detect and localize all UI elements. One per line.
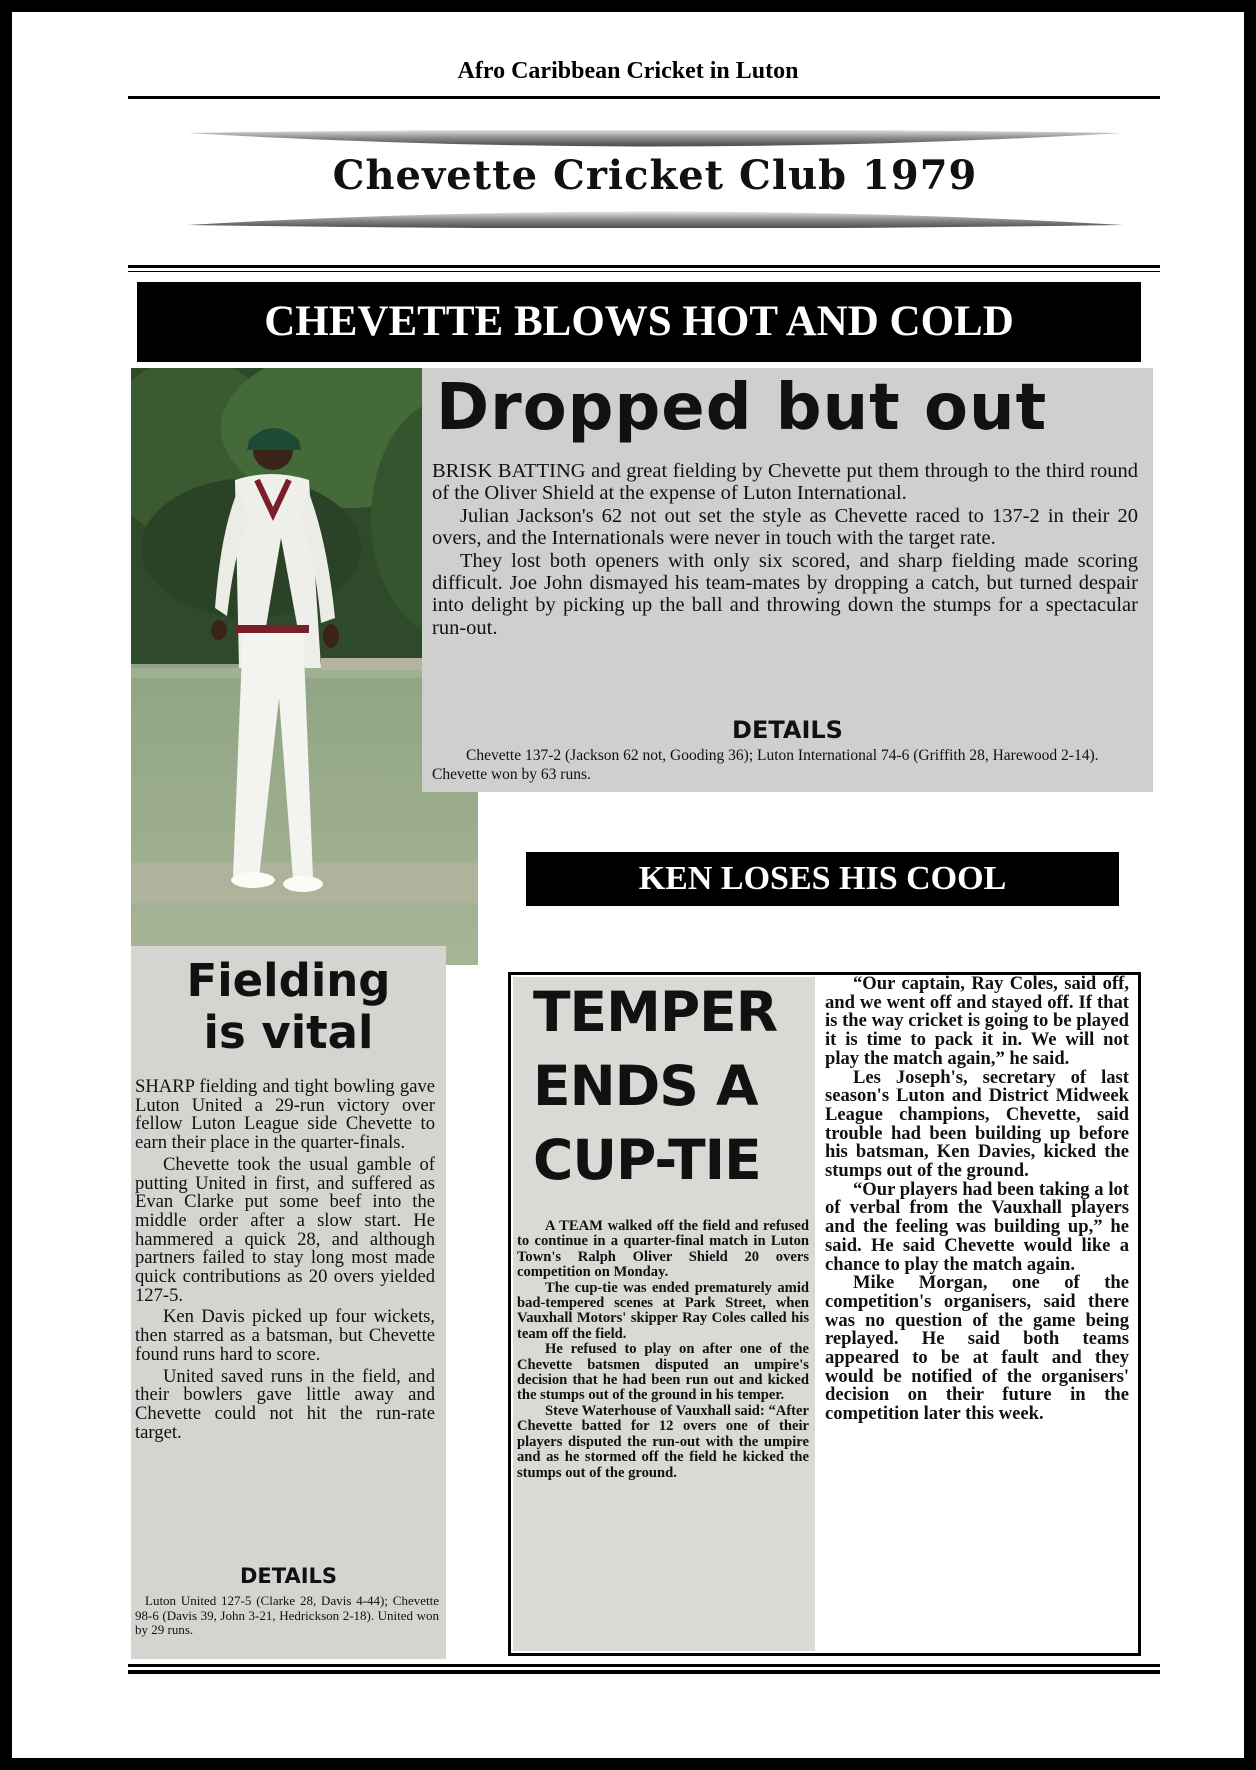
clip3-column-1 (513, 977, 815, 1651)
clip3-paragraph: Les Joseph's, secretary of last season's Luton and District Midweek League champions, Chevette, said trouble had been building up before his batsman, Ken Davies, kicked the stumps out of the ground. (825, 1066, 1129, 1182)
section-rule-top-1 (128, 265, 1160, 268)
header-rule (128, 96, 1160, 99)
clip3-paragraph: He refused to play on after one of the Chevette batsmen disputed an umpire's decision that he had been run out and kicked the stumps out of the ground in his temper. (517, 1341, 809, 1404)
main-headline (137, 282, 1141, 362)
clip1-paragraph: BRISK BATTING and great fielding by Chevette put them through to the third round of the Oliver Shield at the expense of Luton International. (432, 460, 1138, 505)
section-rule-bottom-1 (128, 1664, 1160, 1667)
bottom-swoosh (187, 212, 1123, 229)
main-headline-text: CHEVETTE BLOWS HOT AND COLD (264, 298, 1014, 345)
clip1-paragraph: Julian Jackson's 62 not out set the style as Chevette raced to 137-2 in their 20 overs, and the Internationals were never in touch with the target rate. (432, 504, 1138, 550)
clip2-headline-line2: is vital (203, 1006, 374, 1059)
clip2-paragraph: United saved runs in the field, and their bowlers gave little away and Chevette could not hit the run-rate target. (135, 1365, 435, 1443)
section-rule-top-2 (128, 271, 1160, 272)
clip3-headline-line1: TEMPER (533, 980, 778, 1044)
clip2-paragraph: SHARP fielding and tight bowling gave Luton United a 29-run victory over fellow Luton League side Chevette to earn their place in the quarter-finals. (135, 1076, 435, 1154)
clip2-paragraph: Chevette took the usual gamble of putting United in first, and suffered as Evan Clarke put some beef into the middle order after a slow start. He hammered a quick 28, and although partners failed to stay long most made quick contributions as 20 overs yielded 127-5. (135, 1153, 435, 1306)
top-swoosh (187, 130, 1123, 147)
clip2-paragraph: Ken Davis picked up four wickets, then starred as a batsman, but Chevette found runs hard to score. (135, 1306, 435, 1365)
running-head: Afro Caribbean Cricket in Luton (457, 58, 799, 84)
clip1-headline: Dropped but out (436, 371, 1048, 445)
clip1-paragraph: They lost both openers with only six scored, and sharp fielding made scoring difficult. Joe John dismayed his team-mates by dropping a catch, but turned despair into delight by picking up the ball and throwing down the stumps for a spectacular run-out. (432, 549, 1138, 639)
clip2-headline-line1: Fielding (186, 954, 391, 1007)
clip3-paragraph: The cup-tie was ended prematurely amid bad-tempered scenes at Park Street, when Vauxhall Motors' skipper Ray Coles called his team off the field. (517, 1279, 809, 1342)
clip-fielding-is-vital (131, 946, 446, 1659)
clip3-headline-line3: CUP-TIE (533, 1128, 761, 1192)
clip1-details-heading: DETAILS (732, 716, 843, 744)
banner-title: Chevette Cricket Club 1979 (332, 152, 978, 199)
clip1-details: Chevette 137-2 (Jackson 62 not, Gooding 36); Luton International 74-6 (Griffith 28, Harewood 2-14). Chevette won by 63 runs. (432, 747, 1099, 783)
clip3-paragraph: A TEAM walked off the field and refused to continue in a quarter-final match in Luton Town's Ralph Oliver Shield 20 overs competition on Monday. (517, 1218, 809, 1281)
clip2-details: Luton United 127-5 (Clarke 28, Davis 4-44); Chevette 98-6 (Davis 39, John 3-21, Hedrickson 2-18). United won by 29 runs. (135, 1593, 439, 1637)
clip3-paragraph: Mike Morgan, one of the competition's organisers, said there was no question of the game being replayed. He said both teams appeared to be at fault and they would be notified of the organisers' decision on their future in the competition later this week. (825, 1272, 1129, 1425)
clip3-paragraph: “Our players had been taking a lot of verbal from the Vauxhall players and the feeling was building up,” he said. He said Chevette would like a chance to play the match again. (825, 1178, 1129, 1275)
sub-headline (526, 852, 1119, 906)
clip3-paragraph: Steve Waterhouse of Vauxhall said: “After Chevette batted for 12 overs one of their players disputed the run-out with the umpire and as he stormed off the field he kicked the stumps out of the ground. (517, 1402, 809, 1481)
clip2-body (135, 1078, 435, 1442)
clip3-column-2-body (825, 975, 1129, 1424)
clip1-body (432, 460, 1138, 639)
section-rule-bottom-2 (128, 1670, 1160, 1674)
clip3-headline-line2: ENDS A (533, 1054, 758, 1118)
clip-dropped-but-out (422, 368, 1153, 792)
clip3-column-1-body (517, 1219, 809, 1481)
clip-temper-ends-a-cup-tie (508, 972, 1141, 1656)
clip2-details-heading: DETAILS (239, 1564, 338, 1588)
clip3-paragraph: “Our captain, Ray Coles, said off, and we went off and stayed off. If that is the way cricket is going to be played it is time to pack it in. We will not play the match again,” he said. (825, 973, 1129, 1069)
sub-headline-text: KEN LOSES HIS COOL (638, 860, 1007, 897)
title-banner (187, 130, 1123, 228)
